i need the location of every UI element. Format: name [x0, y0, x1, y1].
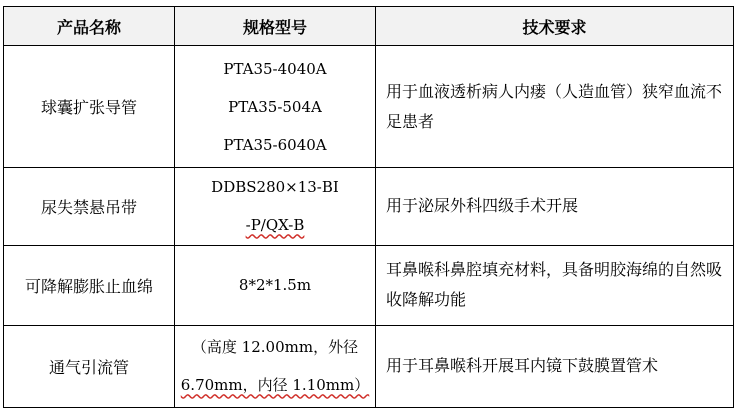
header-tech-requirements: 技术要求 [376, 7, 734, 46]
requirement-cell [376, 325, 734, 407]
product-name-cell: 尿失禁悬吊带 [4, 168, 175, 245]
spec-line: （高度 12.00mm，外径 [191, 338, 359, 357]
spec-line-wrap [175, 366, 375, 404]
spec-line: PTA35-6040A [223, 135, 327, 154]
spec-cell [175, 245, 376, 325]
requirement-cell [376, 168, 734, 245]
requirement-text: 耳鼻喉科鼻腔填充材料，具备明胶海绵的自然吸收降解功能 [386, 260, 723, 310]
spec-line: 8*2*1.5m [238, 276, 312, 295]
table-row [4, 245, 734, 325]
table-row [4, 168, 734, 245]
table-row [4, 46, 734, 168]
product-name-cell: 球囊扩张导管 [4, 46, 175, 168]
spec-line: PTA35-504A [228, 97, 322, 116]
requirement-text: 用于耳鼻喉科开展耳内镜下鼓膜置管术 [386, 356, 659, 376]
header-product-name: 产品名称 [4, 7, 175, 46]
table-row [4, 325, 734, 407]
spec-cell [175, 325, 376, 407]
product-name-cell: 可降解膨胀止血绵 [4, 245, 175, 325]
spec-line-wrap [175, 206, 375, 244]
spec-line: DDBS280×13-BⅠ [211, 178, 339, 197]
header-row [4, 7, 734, 46]
spec-line: -P/QX-B [245, 216, 305, 235]
requirement-text: 用于血液透析病人内瘘（人造血管）狭窄血流不足患者 [386, 81, 723, 131]
spec-cell [175, 46, 376, 168]
spec-line: PTA35-4040A [223, 59, 327, 78]
product-name-cell: 通气引流管 [4, 325, 175, 407]
header-spec-model: 规格型号 [175, 7, 376, 46]
requirement-cell [376, 46, 734, 168]
requirement-cell [376, 245, 734, 325]
requirement-text: 用于泌尿外科四级手术开展 [386, 196, 579, 216]
spec-line: 6.70mm，内径 1.10mm） [180, 376, 370, 395]
spec-cell [175, 168, 376, 245]
product-spec-table [3, 6, 734, 408]
